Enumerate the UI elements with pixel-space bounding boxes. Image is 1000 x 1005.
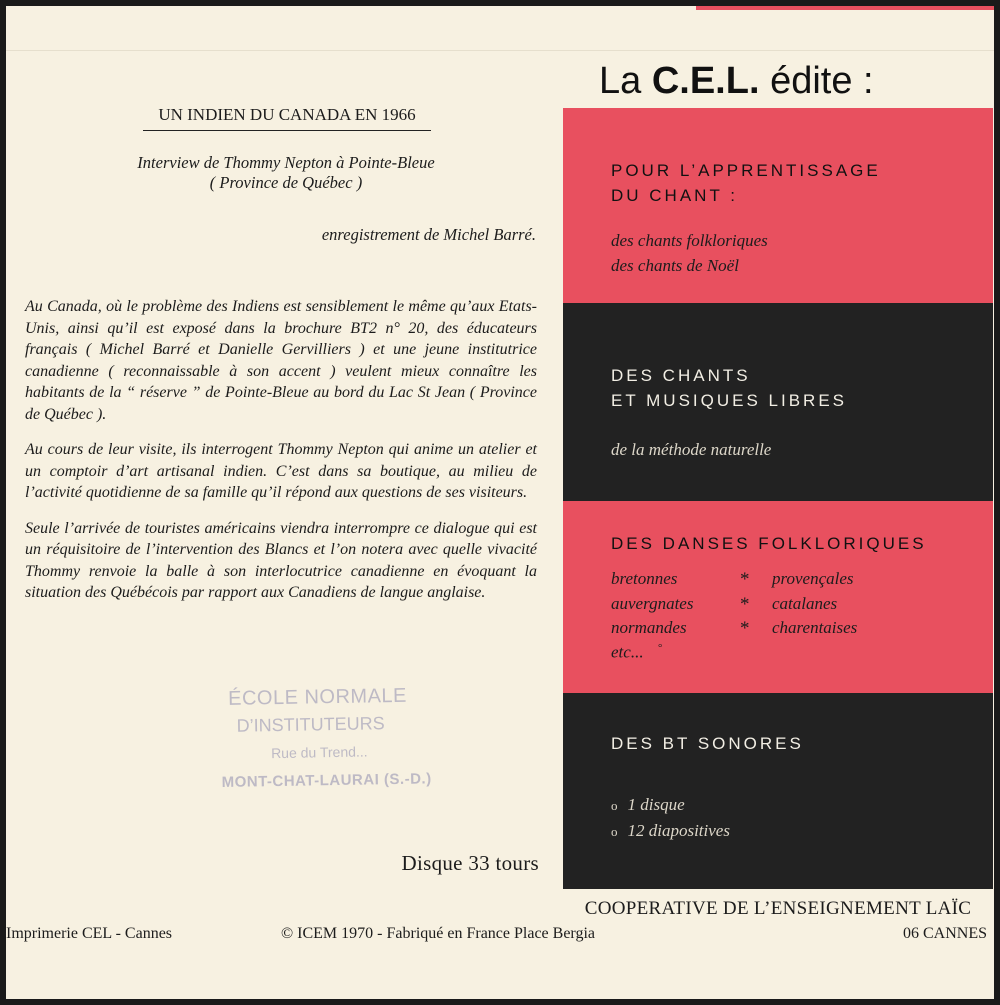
liner-notes [25,296,537,618]
liner-paragraph: Au Canada, où le problème des Indiens est sensiblement le même qu’aux Etats-Unis, ainsi qu’il est exposé dans la brochure BT2 n° 20, des éducateurs français ( Michel Barré et Danielle Gervilliers ) et une jeune institutrice canadienne ( reconnaissable à son accent ) veulent mieux connaître les habitants de la “ réserve ” de Pointe-Bleue au bord du Lac St Jean ( Province de Québec ). [25,298,537,423]
etc-text: etc... [611,642,644,662]
list-item-text: 1 disque [627,795,685,814]
dance-name: normandes [611,618,687,637]
panel-folk-dances [563,501,993,693]
degree-mark: ° [657,642,662,654]
dance-name: catalanes [772,593,838,613]
brand-suffix: édite : [759,60,874,102]
dance-name: charentaises [772,618,858,637]
panel-title-line: DU CHANT : [611,186,738,205]
panel-description-line: des chants folkloriques [611,231,768,250]
dance-etc [611,642,662,663]
recording-credit: enregistrement de Michel Barré. [321,225,536,244]
printer-credit: Imprimerie CEL - Cannes [6,925,173,942]
panel-song-learning [563,108,993,303]
panel-title [611,363,847,413]
list-item-text: 12 diapositives [627,820,730,840]
stamp-line: Rue du Trend... [270,743,368,762]
publisher-name: COOPERATIVE DE L’ENSEIGNEMENT LAÏC [584,898,972,919]
dance-name: bretonnes [611,569,678,588]
record-sleeve-back [6,6,994,999]
brand-prefix: La [599,60,652,102]
bt-items-list [611,793,730,844]
copyright-notice: © ICEM 1970 - Fabriqué en France Place Bergia [281,925,595,942]
panel-title-line: DES CHANTS [611,366,751,385]
panel-bt-sound [563,693,993,889]
liner-paragraph: Seule l’arrivée de touristes américains viendra interrompre ce dialogue qui est un réquisitoire de l’intervention des Blancs et l’on notera avec quelle vivacité Thommy renvoie la balle à son interlocutrice canadienne en évoquant la situation des Québécois par rapport aux Canadiens de langue anglaise. [25,519,537,601]
panel-description-line: de la méthode naturelle [611,440,772,459]
list-item [611,793,730,819]
dance-name: auvergnates [611,593,694,613]
disc-format-label: Disque 33 tours [401,851,539,875]
subtitle-line: ( Province de Québec ) [209,173,363,192]
asterisk-separator: * [740,593,750,615]
dance-row [611,569,931,594]
subtitle-line: Interview de Thommy Nepton à Pointe-Bleue [137,153,435,172]
panel-title-line: POUR L’APPRENTISSAGE [611,161,881,180]
stamp-line: D’INSTITUTEURS [236,713,385,736]
list-item [611,819,730,845]
panel-description-line: des chants de Noël [611,256,739,275]
fold-line [6,50,994,51]
panel-title-line: ET MUSIQUES LIBRES [611,391,848,410]
bullet-icon: o [611,798,618,813]
dance-name: provençales [772,569,854,588]
stamp-line: MONT-CHAT-LAURAI (S.-D.) [221,770,432,792]
publisher-heading [599,60,999,103]
top-edge-stripe [696,6,994,10]
publisher-city: 06 CANNES [902,925,987,942]
panel-free-music [563,303,993,501]
dance-row [611,594,931,619]
panel-description [611,228,768,278]
panel-title: DES DANSES FOLKLORIQUES [611,534,927,553]
record-title: UN INDIEN DU CANADA EN 1966 [143,105,431,131]
panel-title [611,158,881,208]
dance-row [611,618,931,643]
liner-paragraph: Au cours de leur visite, ils interrogent Thommy Nepton qui anime un atelier et un comptoir d’art artisanal indien. C’est dans sa boutique, au milieu de l’activité quotidienne de sa famille qu’il répond aux questions de ses visiteurs. [25,441,537,501]
bullet-icon: o [611,823,618,839]
school-stamp [220,684,452,808]
brand-name: C.E.L. [651,60,760,102]
panel-title: DES BT SONORES [611,734,804,753]
stamp-line: ÉCOLE NORMALE [227,684,408,710]
asterisk-separator: * [740,569,750,590]
panel-description [611,437,771,462]
asterisk-separator: * [740,618,750,639]
dance-list [611,569,931,662]
record-subtitle [96,153,476,193]
